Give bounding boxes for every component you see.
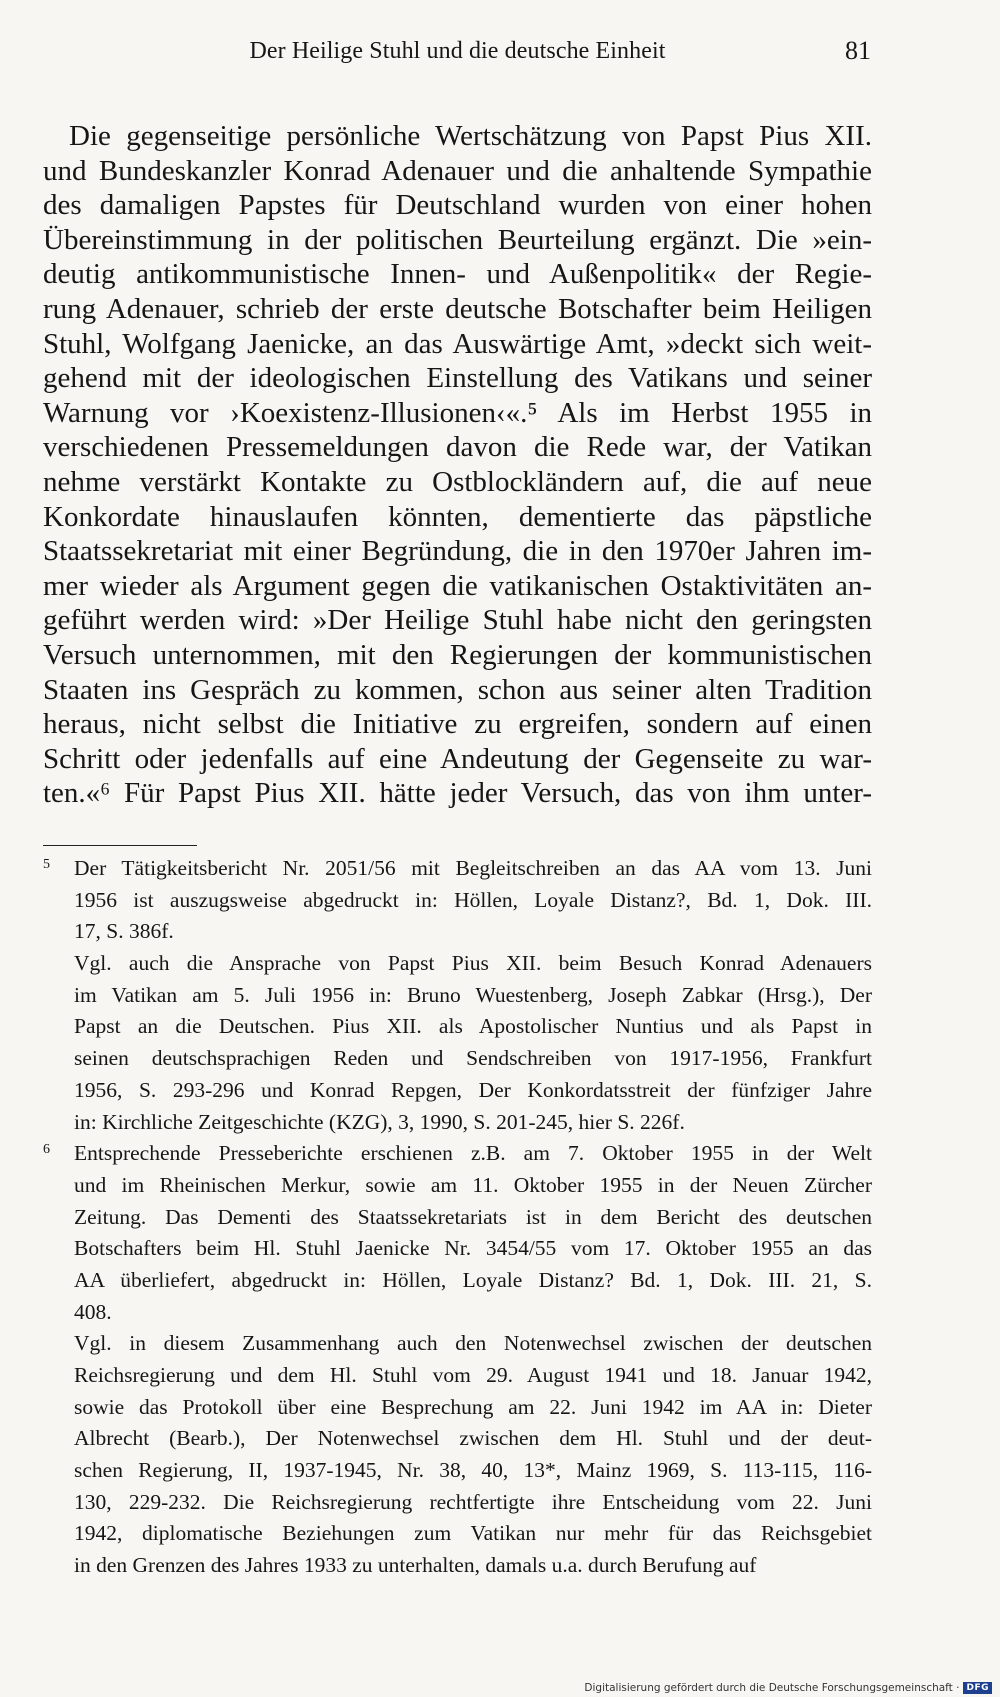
body-line: verschiedenen Pressemeldungen davon die Rede war, der Vatikan [43, 431, 872, 464]
body-line: des damaligen Papstes für Deutschland wurden von einer hohen [43, 189, 872, 222]
footnote-line: Zeitung. Das Dementi des Staatssekretariats ist in dem Bericht des deutschen [74, 1204, 872, 1229]
body-line: ten.«⁶ Für Papst Pius XII. hätte jeder Versuch, das von ihm unter- [43, 777, 872, 810]
footnote-line: sowie das Protokoll über eine Besprechung am 22. Juni 1942 im AA in: Dieter [74, 1394, 872, 1419]
body-line: Stuhl, Wolfgang Jaenicke, an das Auswärtige Amt, »deckt sich weit- [43, 327, 872, 360]
footnote-line: im Vatikan am 5. Juli 1956 in: Bruno Wuestenberg, Joseph Zabkar (Hrsg.), Der [74, 982, 872, 1007]
footnote-line: Vgl. in diesem Zusammenhang auch den Notenwechsel zwischen der deutschen [74, 1331, 872, 1356]
footnote-line: 1942, diplomatische Beziehungen zum Vatikan nur mehr für das Reichsgebiet [74, 1521, 872, 1546]
body-line: Staaten ins Gespräch zu kommen, schon aus seiner alten Tradition [43, 673, 872, 706]
body-line: heraus, nicht selbst die Initiative zu ergreifen, sondern auf einen [43, 708, 872, 741]
footnote-line: 130, 229-232. Die Reichsregierung rechtfertigte ihre Entscheidung vom 22. Juni [74, 1489, 872, 1514]
dfg-logo: DFG [963, 1682, 992, 1694]
footnote-line: seinen deutschsprachigen Reden und Sendschreiben von 1917-1956, Frankfurt [74, 1046, 872, 1071]
body-line: Übereinstimmung in der politischen Beurteilung ergänzt. Die »ein- [43, 223, 872, 256]
body-line: Die gegenseitige persönliche Wertschätzung von Papst Pius XII. [69, 120, 872, 152]
body-line: Schritt oder jedenfalls auf eine Andeutung der Gegenseite zu war- [43, 742, 872, 775]
body-line: Staatssekretariat mit einer Begründung, die in den 1970er Jahren im- [43, 535, 872, 568]
digitization-footer [584, 1682, 992, 1694]
footnotes [43, 853, 872, 1582]
body-line: Konkordate hinauslaufen könnten, dementierte das päpstliche [43, 500, 872, 533]
body-line: nehme verstärkt Kontakte zu Ostblockländern auf, die auf neue [43, 465, 872, 498]
running-title: Der Heilige Stuhl und die deutsche Einheit [249, 38, 666, 64]
body-line: geführt werden wird: »Der Heilige Stuhl habe nicht den geringsten [43, 604, 872, 637]
body-line: Warnung vor ›Koexistenz-Illusionen‹«.⁵ Als im Herbst 1955 in [43, 396, 872, 429]
footnote-line: 408. [74, 1299, 112, 1324]
footnote-line: Papst an die Deutschen. Pius XII. als Apostolischer Nuntius und als Papst in [74, 1014, 872, 1039]
page-header [44, 38, 871, 78]
footnote-line: in: Kirchliche Zeitgeschichte (KZG), 3, 1990, S. 201-245, hier S. 226f. [74, 1109, 685, 1134]
footnote-marker: 6 [43, 1142, 50, 1158]
footnote-line: AA überliefert, abgedruckt in: Höllen, Loyale Distanz? Bd. 1, Dok. III. 21, S. [74, 1267, 872, 1292]
body-line: gehend mit der ideologischen Einstellung des Vatikans und seiner [43, 362, 872, 395]
footnote-line: Der Tätigkeitsbericht Nr. 2051/56 mit Begleitschreiben an das AA vom 13. Juni [74, 856, 872, 880]
footnote-line: und im Rheinischen Merkur, sowie am 11. Oktober 1955 in der Neuen Zürcher [74, 1172, 872, 1197]
body-line: deutig antikommunistische Innen- und Außenpolitik« der Regie- [43, 258, 872, 291]
body-paragraph [43, 119, 872, 811]
footnote-line: 1956, S. 293-296 und Konrad Repgen, Der Konkordatsstreit der fünfziger Jahre [74, 1077, 872, 1102]
footnote-line: in den Grenzen des Jahres 1933 zu unterhalten, damals u.a. durch Berufung auf [74, 1553, 757, 1578]
footnote-5 [43, 853, 872, 1138]
footnote-marker: 5 [43, 857, 50, 872]
footer-text: Digitalisierung gefördert durch die Deutsche Forschungsgemeinschaft · [584, 1682, 960, 1694]
footnote-line: 1956 ist auszugsweise abgedruckt in: Höllen, Loyale Distanz?, Bd. 1, Dok. III. [74, 887, 872, 912]
footnote-line: Albrecht (Bearb.), Der Notenwechsel zwischen dem Hl. Stuhl und der deut- [74, 1426, 872, 1451]
body-line: mer wieder als Argument gegen die vatikanischen Ostaktivitäten an- [43, 569, 872, 602]
footnote-line: schen Regierung, II, 1937-1945, Nr. 38, 40, 13*, Mainz 1969, S. 113-115, 116- [74, 1458, 872, 1483]
footnote-line: 17, S. 386f. [74, 919, 174, 944]
footnote-6 [43, 1138, 872, 1582]
footnote-divider [43, 845, 197, 846]
body-line: rung Adenauer, schrieb der erste deutsche Botschafter beim Heiligen [43, 292, 872, 325]
body-line: und Bundeskanzler Konrad Adenauer und die anhaltende Sympathie [43, 154, 872, 187]
body-line: Versuch unternommen, mit den Regierungen der kommunistischen [43, 638, 872, 671]
footnote-line: Botschafters beim Hl. Stuhl Jaenicke Nr. 3454/55 vom 17. Oktober 1955 an das [74, 1236, 872, 1261]
page-number: 81 [845, 36, 871, 65]
footnote-line: Reichsregierung und dem Hl. Stuhl vom 29. August 1941 und 18. Januar 1942, [74, 1363, 872, 1387]
footnote-line: Entsprechende Presseberichte erschienen z.B. am 7. Oktober 1955 in der Welt [74, 1141, 872, 1166]
footnote-line: Vgl. auch die Ansprache von Papst Pius XII. beim Besuch Konrad Adenauers [74, 951, 872, 976]
